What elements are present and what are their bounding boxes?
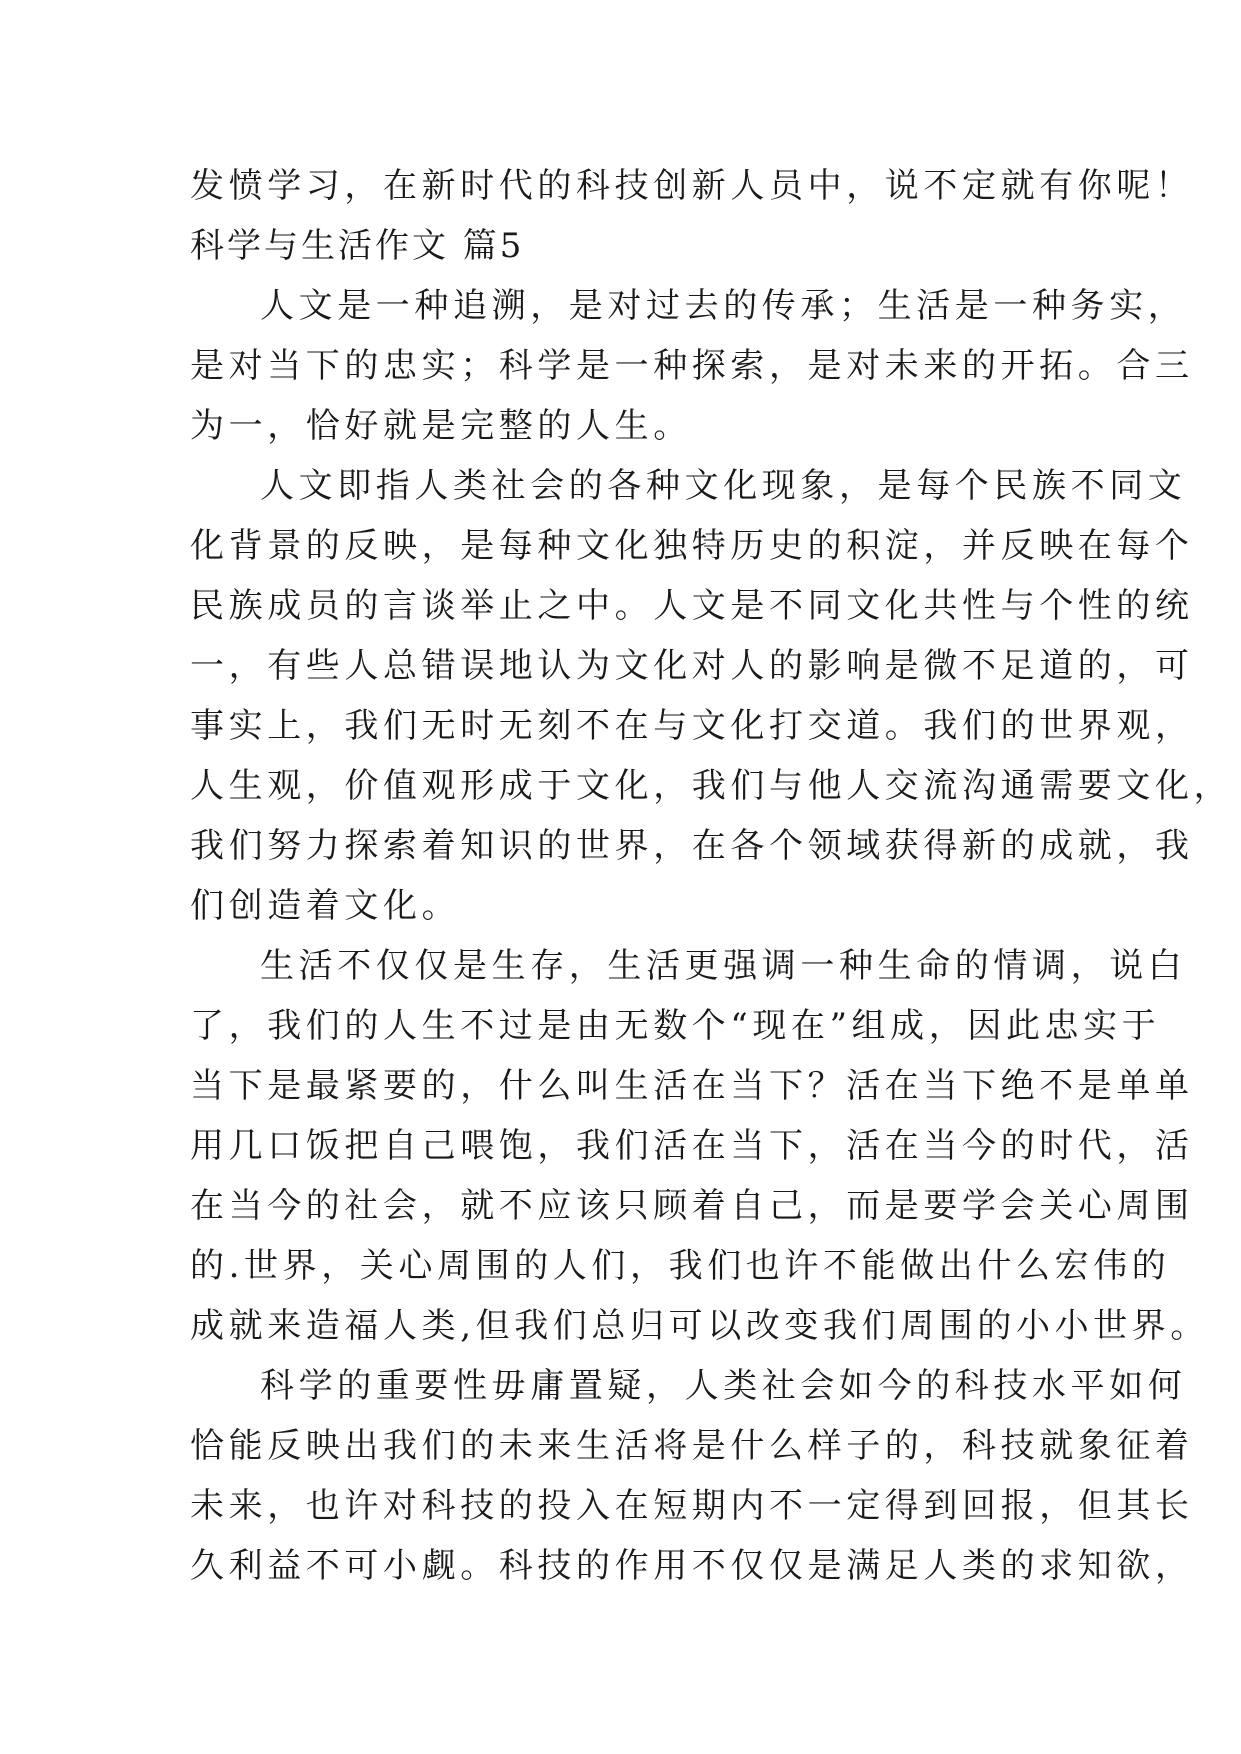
text-line: 是对当下的忠实；科学是一种探索，是对未来的开拓。合三 [190, 346, 1194, 386]
text-line: 了，我们的人生不过是由无数个“现在”组成，因此忠实于 [190, 1006, 1161, 1046]
text-line: 未来，也许对科技的投入在短期内不一定得到回报，但其长 [190, 1486, 1194, 1526]
text-line: 一，有些人总错误地认为文化对人的影响是微不足道的，可 [190, 646, 1194, 686]
text-line: 在当今的社会，就不应该只顾着自己，而是要学会关心周围 [190, 1186, 1194, 1226]
text-line: 人生观，价值观形成于文化，我们与他人交流沟通需要文化， [190, 766, 1233, 806]
text-line: 当下是最紧要的，什么叫生活在当下？活在当下绝不是单单 [190, 1066, 1194, 1106]
text-line: 科学的重要性毋庸置疑，人类社会如今的科技水平如何 [260, 1366, 1187, 1406]
text-line: 民族成员的言谈举止之中。人文是不同文化共性与个性的统 [190, 586, 1194, 626]
text-line: 人文是一种追溯，是对过去的传承；生活是一种务实， [260, 286, 1187, 326]
text-line: 成就来造福人类,但我们总归可以改变我们周围的小小世界。 [190, 1306, 1210, 1346]
text-line: 我们努力探索着知识的世界，在各个领域获得新的成就，我 [190, 826, 1194, 866]
text-line: 生活不仅仅是生存，生活更强调一种生命的情调，说白 [260, 946, 1187, 986]
text-line: 事实上，我们无时无刻不在与文化打交道。我们的世界观， [190, 706, 1194, 746]
section-heading: 科学与生活作文 篇5 [190, 226, 525, 266]
text-line: 的.世界，关心周围的人们，我们也许不能做出什么宏伟的 [190, 1246, 1171, 1286]
text-line: 化背景的反映，是每种文化独特历史的积淀，并反映在每个 [190, 526, 1194, 566]
text-line: 人文即指人类社会的各种文化现象，是每个民族不同文 [260, 466, 1187, 506]
text-line: 发愤学习，在新时代的科技创新人员中，说不定就有你呢！ [190, 166, 1194, 206]
text-line: 为一，恰好就是完整的人生。 [190, 406, 692, 446]
text-line: 久利益不可小觑。科技的作用不仅仅是满足人类的求知欲， [190, 1546, 1194, 1586]
text-line: 用几口饭把自己喂饱，我们活在当下，活在当今的时代，活 [190, 1126, 1194, 1166]
text-line: 恰能反映出我们的未来生活将是什么样子的，科技就象征着 [190, 1426, 1194, 1466]
text-line: 们创造着文化。 [190, 886, 461, 926]
document-body [190, 156, 1233, 1596]
